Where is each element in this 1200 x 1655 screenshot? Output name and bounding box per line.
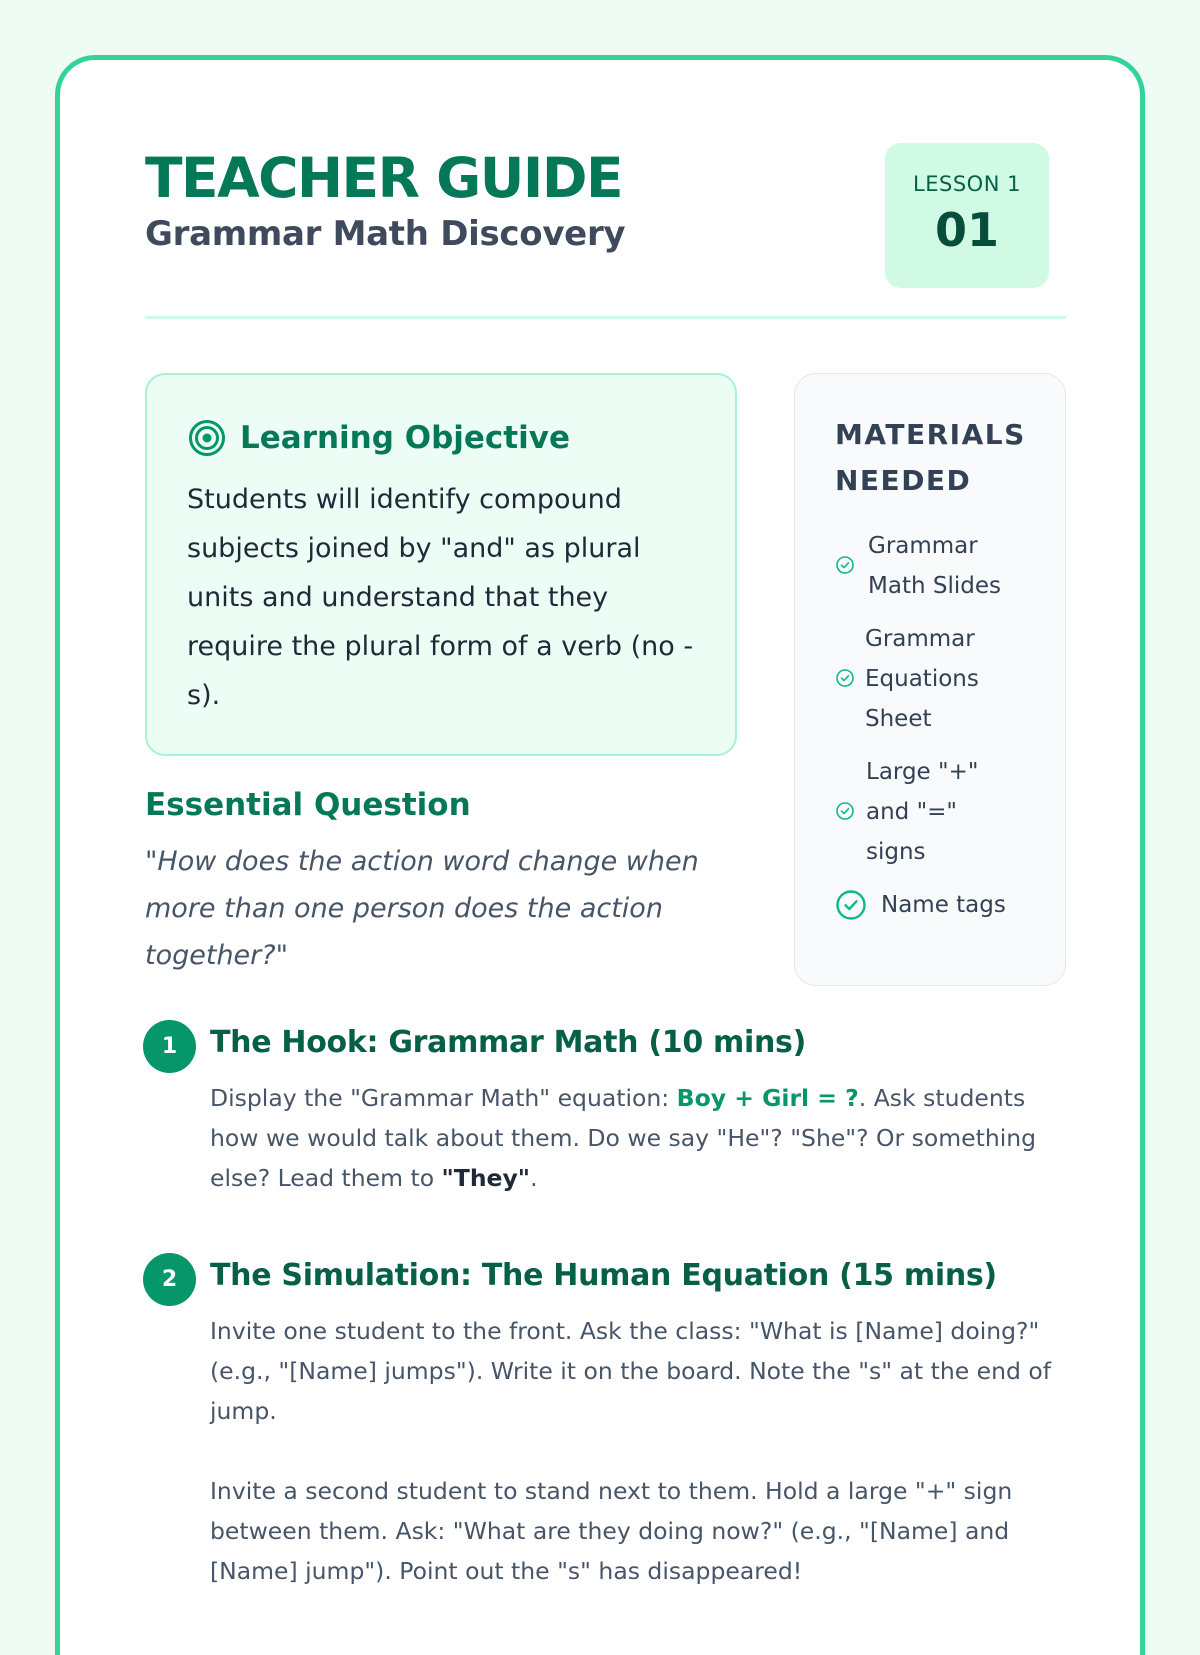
key-term: "They" [441,1164,531,1192]
check-circle-icon [835,555,855,575]
lesson-number: 01 [934,203,999,257]
step-paragraph: Invite a second student to stand next to them. Hold a large "+" sign between them. Ask: "What are they doing now?" (e.g., "[Name] and [Name] jump"). Point out the "s" has disappeared! [210,1477,1013,1585]
page-subtitle: Grammar Math Discovery [145,214,626,254]
step-title: The Simulation: The Human Equation (15 mins) [210,1258,997,1293]
objective-heading: Learning Objective [240,420,570,456]
page-title: TEACHER GUIDE [145,146,623,210]
step-title: The Hook: Grammar Math (10 mins) [210,1025,807,1060]
check-circle-icon [835,801,855,821]
check-circle-icon [835,668,855,688]
essential-question-text: "How does the action word change when more than one person does the action together?" [145,846,699,971]
step-text: . Ask students how we would talk about them. Do we say "He"? "She"? Or something else? Lead them to [210,1084,1037,1192]
learning-objective-box [145,373,737,756]
check-circle-icon [835,889,867,921]
teacher-guide-card [55,55,1145,1655]
material-label: Grammar Math Slides [868,533,1001,599]
materials-heading: MATERIALS NEEDED [835,418,1026,497]
lesson-label: LESSON 1 [913,172,1021,196]
step-paragraph: Invite one student to the front. Ask the class: "What is [Name] doing?" (e.g., "[Name] jumps"). Write it on the board. Note the "s" at the end of jump. [210,1317,1052,1425]
material-label: Grammar Equations Sheet [865,626,979,732]
step-description [210,1311,1055,1591]
header-divider [145,316,1066,319]
material-label: Large "+" and "=" signs [866,759,979,865]
step-text: . [530,1164,538,1192]
step-description [210,1078,1055,1198]
target-icon [187,418,227,458]
step-text: Display the "Grammar Math" equation: [210,1084,677,1112]
materials-box [794,373,1066,986]
lesson-badge [885,143,1049,288]
step-number-badge: 2 [143,1253,196,1306]
step-number-badge: 1 [143,1020,196,1073]
equation-highlight: Boy + Girl = ? [676,1084,859,1112]
material-label: Name tags [881,892,1006,918]
essential-question-heading: Essential Question [145,787,471,823]
objective-text: Students will identify compound subjects joined by "and" as plural units and understand that they require the plural form of a verb (no -s). [187,484,694,711]
